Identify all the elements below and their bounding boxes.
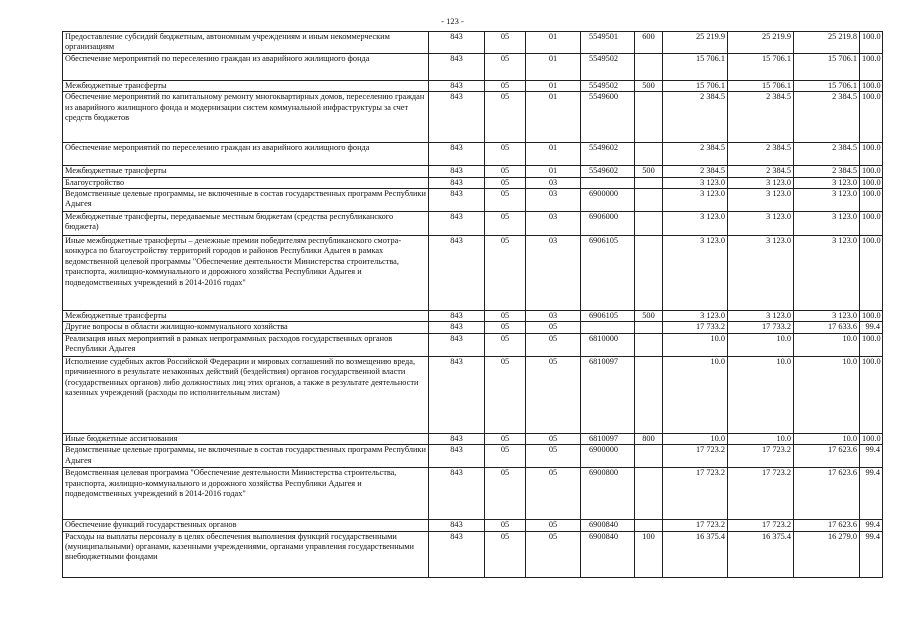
section-code: 05 — [485, 143, 526, 166]
executed-amount: 3 123.0 — [794, 236, 860, 311]
executed-amount: 17 623.6 — [794, 520, 860, 531]
planned-amount: 17 723.2 — [663, 445, 728, 468]
item-description: Обеспечение функций государственных органов — [63, 520, 429, 531]
section-code: 05 — [485, 520, 526, 531]
expense-type-code — [635, 212, 663, 236]
approved-amount: 10.0 — [728, 333, 794, 356]
subsection-code: 05 — [526, 356, 581, 433]
planned-amount: 10.0 — [663, 333, 728, 356]
executed-amount: 2 384.5 — [794, 166, 860, 177]
approved-amount: 15 706.1 — [728, 53, 794, 80]
item-description: Обеспечение мероприятий по переселению граждан из аварийного жилищного фонда — [63, 143, 429, 166]
subsection-code: 03 — [526, 311, 581, 322]
ministry-code: 843 — [429, 531, 485, 577]
section-code: 05 — [485, 445, 526, 468]
target-article-code: 6810097 — [581, 356, 635, 433]
executed-amount: 15 706.1 — [794, 53, 860, 80]
target-article-code — [581, 322, 635, 333]
table-row — [63, 333, 883, 356]
ministry-code: 843 — [429, 53, 485, 80]
planned-amount: 17 723.2 — [663, 520, 728, 531]
ministry-code: 843 — [429, 177, 485, 188]
planned-amount: 3 123.0 — [663, 189, 728, 212]
section-code: 05 — [485, 212, 526, 236]
subsection-code: 03 — [526, 189, 581, 212]
table-row — [63, 311, 883, 322]
item-description: Обеспечение мероприятий по капитальному ремонту многоквартирных домов, переселению граждан из аварийного жилищного фонда и модернизации систем коммунальной инфраструктуры за счет средств бюджетов — [63, 92, 429, 143]
item-description: Исполнение судебных актов Российской Федерации и мировых соглашений по возмещению вреда, причиненного в результате незаконных действий (бездействия) органов государственной власти (государственных органов) либо должностных лиц этих органов, а также в результате деятельности казенных учреждений (расходы по исполнительным листам) — [63, 356, 429, 433]
section-code: 05 — [485, 322, 526, 333]
ministry-code: 843 — [429, 333, 485, 356]
execution-percent: 100.0 — [860, 32, 883, 54]
planned-amount: 10.0 — [663, 356, 728, 433]
ministry-code: 843 — [429, 520, 485, 531]
subsection-code: 01 — [526, 166, 581, 177]
subsection-code: 05 — [526, 468, 581, 520]
target-article-code: 6906000 — [581, 212, 635, 236]
ministry-code: 843 — [429, 92, 485, 143]
expense-type-code — [635, 92, 663, 143]
table-row — [63, 189, 883, 212]
page-number: - 123 - — [441, 16, 464, 26]
item-description: Другие вопросы в области жилищно-коммунального хозяйства — [63, 322, 429, 333]
subsection-code: 01 — [526, 143, 581, 166]
ministry-code: 843 — [429, 143, 485, 166]
approved-amount: 17 733.2 — [728, 322, 794, 333]
planned-amount: 2 384.5 — [663, 143, 728, 166]
planned-amount: 3 123.0 — [663, 212, 728, 236]
table-row — [63, 53, 883, 80]
section-code: 05 — [485, 356, 526, 433]
expense-type-code: 100 — [635, 531, 663, 577]
section-code: 05 — [485, 531, 526, 577]
subsection-code: 05 — [526, 445, 581, 468]
planned-amount: 15 706.1 — [663, 80, 728, 91]
execution-percent: 99.4 — [860, 531, 883, 577]
planned-amount: 15 706.1 — [663, 53, 728, 80]
execution-percent: 99.4 — [860, 445, 883, 468]
approved-amount: 10.0 — [728, 433, 794, 444]
budget-table — [62, 31, 883, 578]
planned-amount: 16 375.4 — [663, 531, 728, 577]
item-description: Межбюджетные трансферты — [63, 166, 429, 177]
execution-percent: 100.0 — [860, 433, 883, 444]
planned-amount: 17 733.2 — [663, 322, 728, 333]
execution-percent: 100.0 — [860, 311, 883, 322]
ministry-code: 843 — [429, 356, 485, 433]
executed-amount: 25 219.8 — [794, 32, 860, 54]
table-row — [63, 80, 883, 91]
subsection-code: 01 — [526, 92, 581, 143]
subsection-code: 03 — [526, 236, 581, 311]
expense-type-code: 500 — [635, 166, 663, 177]
section-code: 05 — [485, 166, 526, 177]
planned-amount: 3 123.0 — [663, 236, 728, 311]
section-code: 05 — [485, 177, 526, 188]
executed-amount: 17 623.6 — [794, 468, 860, 520]
subsection-code: 05 — [526, 531, 581, 577]
ministry-code: 843 — [429, 236, 485, 311]
executed-amount: 10.0 — [794, 333, 860, 356]
target-article-code: 6906105 — [581, 311, 635, 322]
ministry-code: 843 — [429, 433, 485, 444]
expense-type-code — [635, 143, 663, 166]
approved-amount: 25 219.9 — [728, 32, 794, 54]
approved-amount: 16 375.4 — [728, 531, 794, 577]
subsection-code: 05 — [526, 433, 581, 444]
execution-percent: 100.0 — [860, 189, 883, 212]
ministry-code: 843 — [429, 80, 485, 91]
item-description: Благоустройство — [63, 177, 429, 188]
approved-amount: 3 123.0 — [728, 311, 794, 322]
target-article-code: 5549602 — [581, 143, 635, 166]
section-code: 05 — [485, 189, 526, 212]
approved-amount: 2 384.5 — [728, 92, 794, 143]
table-row — [63, 468, 883, 520]
execution-percent: 99.4 — [860, 520, 883, 531]
executed-amount: 10.0 — [794, 356, 860, 433]
target-article-code: 6900000 — [581, 445, 635, 468]
section-code: 05 — [485, 433, 526, 444]
executed-amount: 10.0 — [794, 433, 860, 444]
planned-amount: 3 123.0 — [663, 311, 728, 322]
table-row — [63, 356, 883, 433]
expense-type-code — [635, 333, 663, 356]
planned-amount: 25 219.9 — [663, 32, 728, 54]
item-description: Реализация иных мероприятий в рамках непрограммных расходов государственных органов Республики Адыгея — [63, 333, 429, 356]
target-article-code: 6810097 — [581, 433, 635, 444]
executed-amount: 3 123.0 — [794, 311, 860, 322]
execution-percent: 100.0 — [860, 177, 883, 188]
subsection-code: 05 — [526, 322, 581, 333]
expense-type-code — [635, 177, 663, 188]
ministry-code: 843 — [429, 468, 485, 520]
executed-amount: 3 123.0 — [794, 212, 860, 236]
subsection-code: 03 — [526, 177, 581, 188]
approved-amount: 17 723.2 — [728, 468, 794, 520]
item-description: Иные бюджетные ассигнования — [63, 433, 429, 444]
subsection-code: 05 — [526, 520, 581, 531]
approved-amount: 15 706.1 — [728, 80, 794, 91]
expense-type-code — [635, 445, 663, 468]
executed-amount: 16 279.0 — [794, 531, 860, 577]
execution-percent: 100.0 — [860, 143, 883, 166]
executed-amount: 17 633.6 — [794, 322, 860, 333]
target-article-code: 6900840 — [581, 520, 635, 531]
table-row — [63, 143, 883, 166]
section-code: 05 — [485, 236, 526, 311]
table-row — [63, 166, 883, 177]
budget-rows — [63, 32, 883, 578]
ministry-code: 843 — [429, 166, 485, 177]
table-row — [63, 177, 883, 188]
table-row — [63, 520, 883, 531]
executed-amount: 15 706.1 — [794, 80, 860, 91]
target-article-code: 6900800 — [581, 468, 635, 520]
table-row — [63, 445, 883, 468]
execution-percent: 100.0 — [860, 92, 883, 143]
expense-type-code: 600 — [635, 32, 663, 54]
section-code: 05 — [485, 32, 526, 54]
item-description: Межбюджетные трансферты — [63, 311, 429, 322]
item-description: Ведомственные целевые программы, не включенные в состав государственных программ Республики Адыгея — [63, 189, 429, 212]
approved-amount: 10.0 — [728, 356, 794, 433]
execution-percent: 100.0 — [860, 236, 883, 311]
subsection-code: 05 — [526, 333, 581, 356]
expense-type-code — [635, 520, 663, 531]
planned-amount: 2 384.5 — [663, 92, 728, 143]
expense-type-code — [635, 53, 663, 80]
expense-type-code — [635, 189, 663, 212]
ministry-code: 843 — [429, 32, 485, 54]
ministry-code: 843 — [429, 189, 485, 212]
expense-type-code: 800 — [635, 433, 663, 444]
subsection-code: 03 — [526, 212, 581, 236]
expense-type-code — [635, 468, 663, 520]
approved-amount: 2 384.5 — [728, 143, 794, 166]
expense-type-code: 500 — [635, 80, 663, 91]
target-article-code: 5549600 — [581, 92, 635, 143]
expense-type-code — [635, 356, 663, 433]
ministry-code: 843 — [429, 322, 485, 333]
subsection-code: 01 — [526, 80, 581, 91]
item-description: Межбюджетные трансферты — [63, 80, 429, 91]
table-row — [63, 531, 883, 577]
planned-amount: 17 723.2 — [663, 468, 728, 520]
ministry-code: 843 — [429, 445, 485, 468]
section-code: 05 — [485, 311, 526, 322]
execution-percent: 99.4 — [860, 322, 883, 333]
section-code: 05 — [485, 92, 526, 143]
target-article-code: 5549501 — [581, 32, 635, 54]
item-description: Иные межбюджетные трансферты – денежные премии победителям республиканского смотра-конкурса по благоустройству территорий городов и районов Республики Адыгея в рамках ведомственной целевой программы "Обеспечение деятельности Министерства строительства, транспорта, жилищно-коммунального и дорожного хозяйства Республики Адыгея и подведомственных учреждений в 2014-2016 годах" — [63, 236, 429, 311]
target-article-code: 6900000 — [581, 189, 635, 212]
ministry-code: 843 — [429, 311, 485, 322]
executed-amount: 2 384.5 — [794, 92, 860, 143]
approved-amount: 3 123.0 — [728, 236, 794, 311]
approved-amount: 2 384.5 — [728, 166, 794, 177]
table-row — [63, 92, 883, 143]
subsection-code: 01 — [526, 53, 581, 80]
item-description: Межбюджетные трансферты, передаваемые местным бюджетам (средства республиканского бюджета) — [63, 212, 429, 236]
executed-amount: 3 123.0 — [794, 189, 860, 212]
table-row — [63, 236, 883, 311]
executed-amount: 2 384.5 — [794, 143, 860, 166]
target-article-code: 6810000 — [581, 333, 635, 356]
section-code: 05 — [485, 468, 526, 520]
target-article-code: 5549502 — [581, 53, 635, 80]
execution-percent: 100.0 — [860, 333, 883, 356]
table-row — [63, 32, 883, 54]
executed-amount: 3 123.0 — [794, 177, 860, 188]
target-article-code: 6900840 — [581, 531, 635, 577]
execution-percent: 100.0 — [860, 80, 883, 91]
expense-type-code: 500 — [635, 311, 663, 322]
table-row — [63, 322, 883, 333]
expense-type-code — [635, 236, 663, 311]
section-code: 05 — [485, 333, 526, 356]
target-article-code: 6906105 — [581, 236, 635, 311]
executed-amount: 17 623.6 — [794, 445, 860, 468]
table-row — [63, 212, 883, 236]
approved-amount: 17 723.2 — [728, 445, 794, 468]
table-row — [63, 433, 883, 444]
ministry-code: 843 — [429, 212, 485, 236]
target-article-code: 5549502 — [581, 80, 635, 91]
expense-type-code — [635, 322, 663, 333]
approved-amount: 17 723.2 — [728, 520, 794, 531]
planned-amount: 3 123.0 — [663, 177, 728, 188]
item-description: Ведомственные целевые программы, не включенные в состав государственных программ Республики Адыгея — [63, 445, 429, 468]
execution-percent: 99.4 — [860, 468, 883, 520]
target-article-code: 5549602 — [581, 166, 635, 177]
subsection-code: 01 — [526, 32, 581, 54]
item-description: Ведомственная целевая программа "Обеспечение деятельности Министерства строительства, транспорта, жилищно-коммунального и дорожного хозяйства Республики Адыгея и подведомственных учреждений в 2014-2016 годах" — [63, 468, 429, 520]
section-code: 05 — [485, 80, 526, 91]
approved-amount: 3 123.0 — [728, 177, 794, 188]
planned-amount: 2 384.5 — [663, 166, 728, 177]
item-description: Предоставление субсидий бюджетным, автономным учреждениям и иным некоммерческим организациям — [63, 32, 429, 54]
item-description: Обеспечение мероприятий по переселению граждан из аварийного жилищного фонда — [63, 53, 429, 80]
section-code: 05 — [485, 53, 526, 80]
item-description: Расходы на выплаты персоналу в целях обеспечения выполнения функций государственными (муниципальными) органами, казенными учреждениями, органами управления государственными внебюджетными фондами — [63, 531, 429, 577]
execution-percent: 100.0 — [860, 356, 883, 433]
target-article-code — [581, 177, 635, 188]
approved-amount: 3 123.0 — [728, 189, 794, 212]
execution-percent: 100.0 — [860, 212, 883, 236]
planned-amount: 10.0 — [663, 433, 728, 444]
execution-percent: 100.0 — [860, 53, 883, 80]
approved-amount: 3 123.0 — [728, 212, 794, 236]
execution-percent: 100.0 — [860, 166, 883, 177]
